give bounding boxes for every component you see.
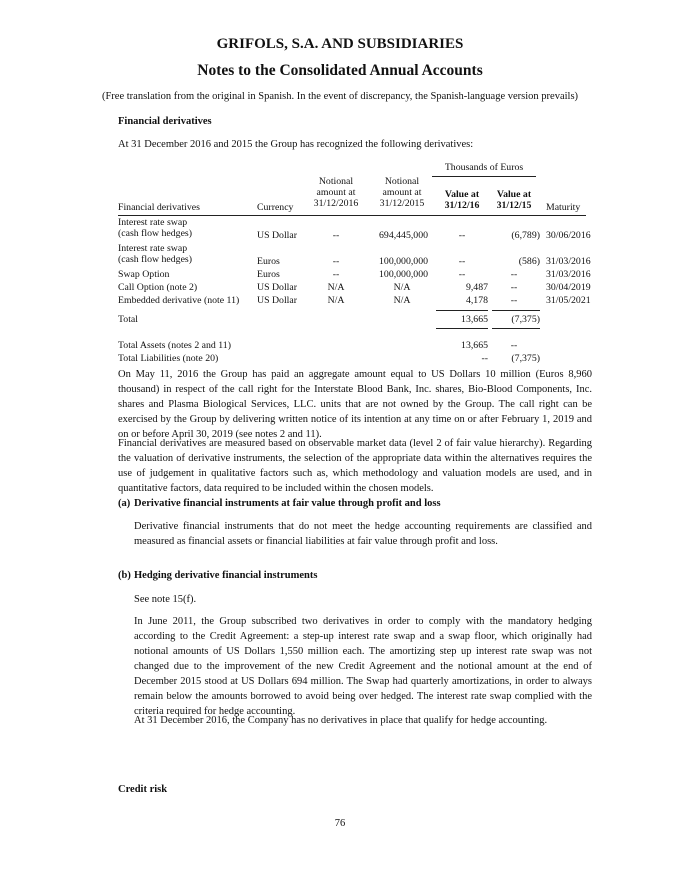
total-bottom-rule-16	[436, 328, 488, 329]
total-liabilities-15: (7,375)	[511, 353, 540, 364]
intro-text: At 31 December 2016 and 2015 the Group has recognized the following derivatives:	[118, 139, 474, 150]
total-value-15: (7,375)	[511, 314, 540, 325]
row-notional-2015: 100,000,000	[379, 269, 428, 280]
total-rule-16	[436, 310, 488, 311]
subsection-b-title: Hedging derivative financial instruments	[134, 570, 318, 581]
row-label: Interest rate swap (cash flow hedges)	[118, 217, 192, 239]
header-notional-2016: Notional amount at 31/12/2016	[313, 176, 359, 209]
group-header: Thousands of Euros	[444, 162, 524, 173]
row-label: Swap Option	[118, 269, 170, 280]
page-subtitle: Notes to the Consolidated Annual Accounts	[197, 62, 483, 79]
paragraph-call-right: On May 11, 2016 the Group has paid an aggregate amount equal to US Dollars 10 million (Euros 8,960 thousand) in respect of the call right for the Interstate Blood Bank, Inc. shares, Bio-Blood Components, Inc. shares and Plasma Biological Services, LLC. units that are not owned by the Group. The call right can be exercised by the Group by delivering written notice of its intention at any time on or after February 1, 2019 and on or before April 30, 2019 (see notes 2 and 11).	[118, 369, 592, 440]
total-rule-15	[492, 310, 540, 311]
header-currency: Currency	[257, 202, 294, 213]
paragraph-measurement: Financial derivatives are measured based on observable market data (level 2 of fair value hierarchy). Regarding the valuation of derivative instruments, the selection of the appropriate data within the alternatives requires the use of judgement in qualitative factors such as, which methodology and valuation models are used, and in quantitative factors, data required to be included within the chosen models.	[118, 438, 592, 494]
total-label: Total	[118, 314, 138, 325]
row-currency: Euros	[257, 269, 280, 280]
row-value-15: --	[510, 269, 518, 280]
section-heading: Financial derivatives	[118, 116, 212, 127]
total-liabilities-label: Total Liabilities (note 20)	[118, 353, 219, 364]
row-notional-2016: --	[332, 256, 340, 267]
header-financial-derivatives: Financial derivatives	[118, 202, 200, 213]
row-value-15: (6,789)	[511, 230, 540, 241]
row-value-16: --	[458, 269, 466, 280]
row-notional-2015: 694,445,000	[379, 230, 428, 241]
total-assets-15: --	[510, 340, 518, 351]
row-notional-2015: N/A	[393, 282, 411, 293]
row-notional-2016: --	[332, 269, 340, 280]
row-maturity: 31/03/2016	[546, 256, 591, 267]
row-maturity: 31/05/2021	[546, 295, 591, 306]
row-currency: US Dollar	[257, 282, 298, 293]
credit-risk-heading: Credit risk	[118, 784, 168, 795]
translation-note: (Free translation from the original in Spanish. In the event of discrepancy, the Spanish-language version prevails)	[101, 91, 579, 102]
row-currency: Euros	[257, 256, 280, 267]
row-maturity: 31/03/2016	[546, 269, 591, 280]
row-maturity: 30/06/2016	[546, 230, 591, 241]
subsection-b-label: (b)	[118, 570, 131, 581]
company-title: GRIFOLS, S.A. AND SUBSIDIARIES	[216, 36, 464, 52]
total-bottom-rule-15	[492, 328, 540, 329]
header-maturity: Maturity	[546, 202, 581, 213]
row-value-16: 4,178	[465, 295, 488, 306]
row-value-15: (586)	[518, 256, 540, 267]
row-currency: US Dollar	[257, 230, 298, 241]
subsection-b-see-note: See note 15(f).	[134, 594, 197, 605]
row-maturity: 30/04/2019	[546, 282, 591, 293]
group-header-rule	[432, 176, 536, 177]
total-liabilities-16: --	[481, 353, 488, 364]
subsection-b-no-hedge-text: At 31 December 2016, the Company has no derivatives in place that qualify for hedge accounting.	[134, 715, 548, 726]
row-label: Call Option (note 2)	[118, 282, 198, 293]
subsection-b-hedging-text: In June 2011, the Group subscribed two derivatives in order to comply with the mandatory hedging according to the Credit Agreement: a step-up interest rate swap and a swap floor, which originally had notional amounts of US Dollars 1,550 million each. The amortizing step up interest rate swap was not changed due to the improvement of the new Credit Agreement and the notional amount at the end of December 2015 stood at US Dollars 694 million. The Swap had quarterly amortizations, in order to always remain below the amounts borrowed to avoid being over hedged. The interest rate swap complied with the criteria required for hedge accounting.	[134, 616, 592, 717]
row-notional-2016: --	[332, 230, 340, 241]
row-notional-2015: 100,000,000	[379, 256, 428, 267]
row-notional-2016: N/A	[327, 282, 345, 293]
subsection-a-title: Derivative financial instruments at fair value through profit and loss	[134, 498, 441, 509]
row-notional-2015: N/A	[393, 295, 411, 306]
total-assets-label: Total Assets (notes 2 and 11)	[118, 340, 231, 351]
row-value-16: 9,487	[465, 282, 488, 293]
subsection-a-label: (a)	[118, 498, 131, 509]
total-assets-16: 13,665	[461, 340, 488, 351]
header-value-16: Value at 31/12/16	[444, 189, 480, 211]
header-value-15: Value at 31/12/15	[496, 189, 532, 211]
row-value-15: --	[510, 282, 518, 293]
row-currency: US Dollar	[257, 295, 298, 306]
subsection-a-text: Derivative financial instruments that do not meet the hedge accounting requirements are classified and measured as financial assets or financial liabilities at fair value through profit and loss.	[134, 521, 592, 547]
row-notional-2016: N/A	[327, 295, 345, 306]
row-label: Interest rate swap (cash flow hedges)	[118, 243, 192, 265]
row-value-15: --	[510, 295, 518, 306]
total-value-16: 13,665	[461, 314, 488, 325]
row-value-16: --	[458, 230, 466, 241]
page-number: 76	[334, 818, 346, 829]
row-label: Embedded derivative (note 11)	[118, 295, 240, 306]
header-rule	[118, 215, 586, 216]
row-value-16: --	[458, 256, 466, 267]
header-notional-2015: Notional amount at 31/12/2015	[379, 176, 425, 209]
